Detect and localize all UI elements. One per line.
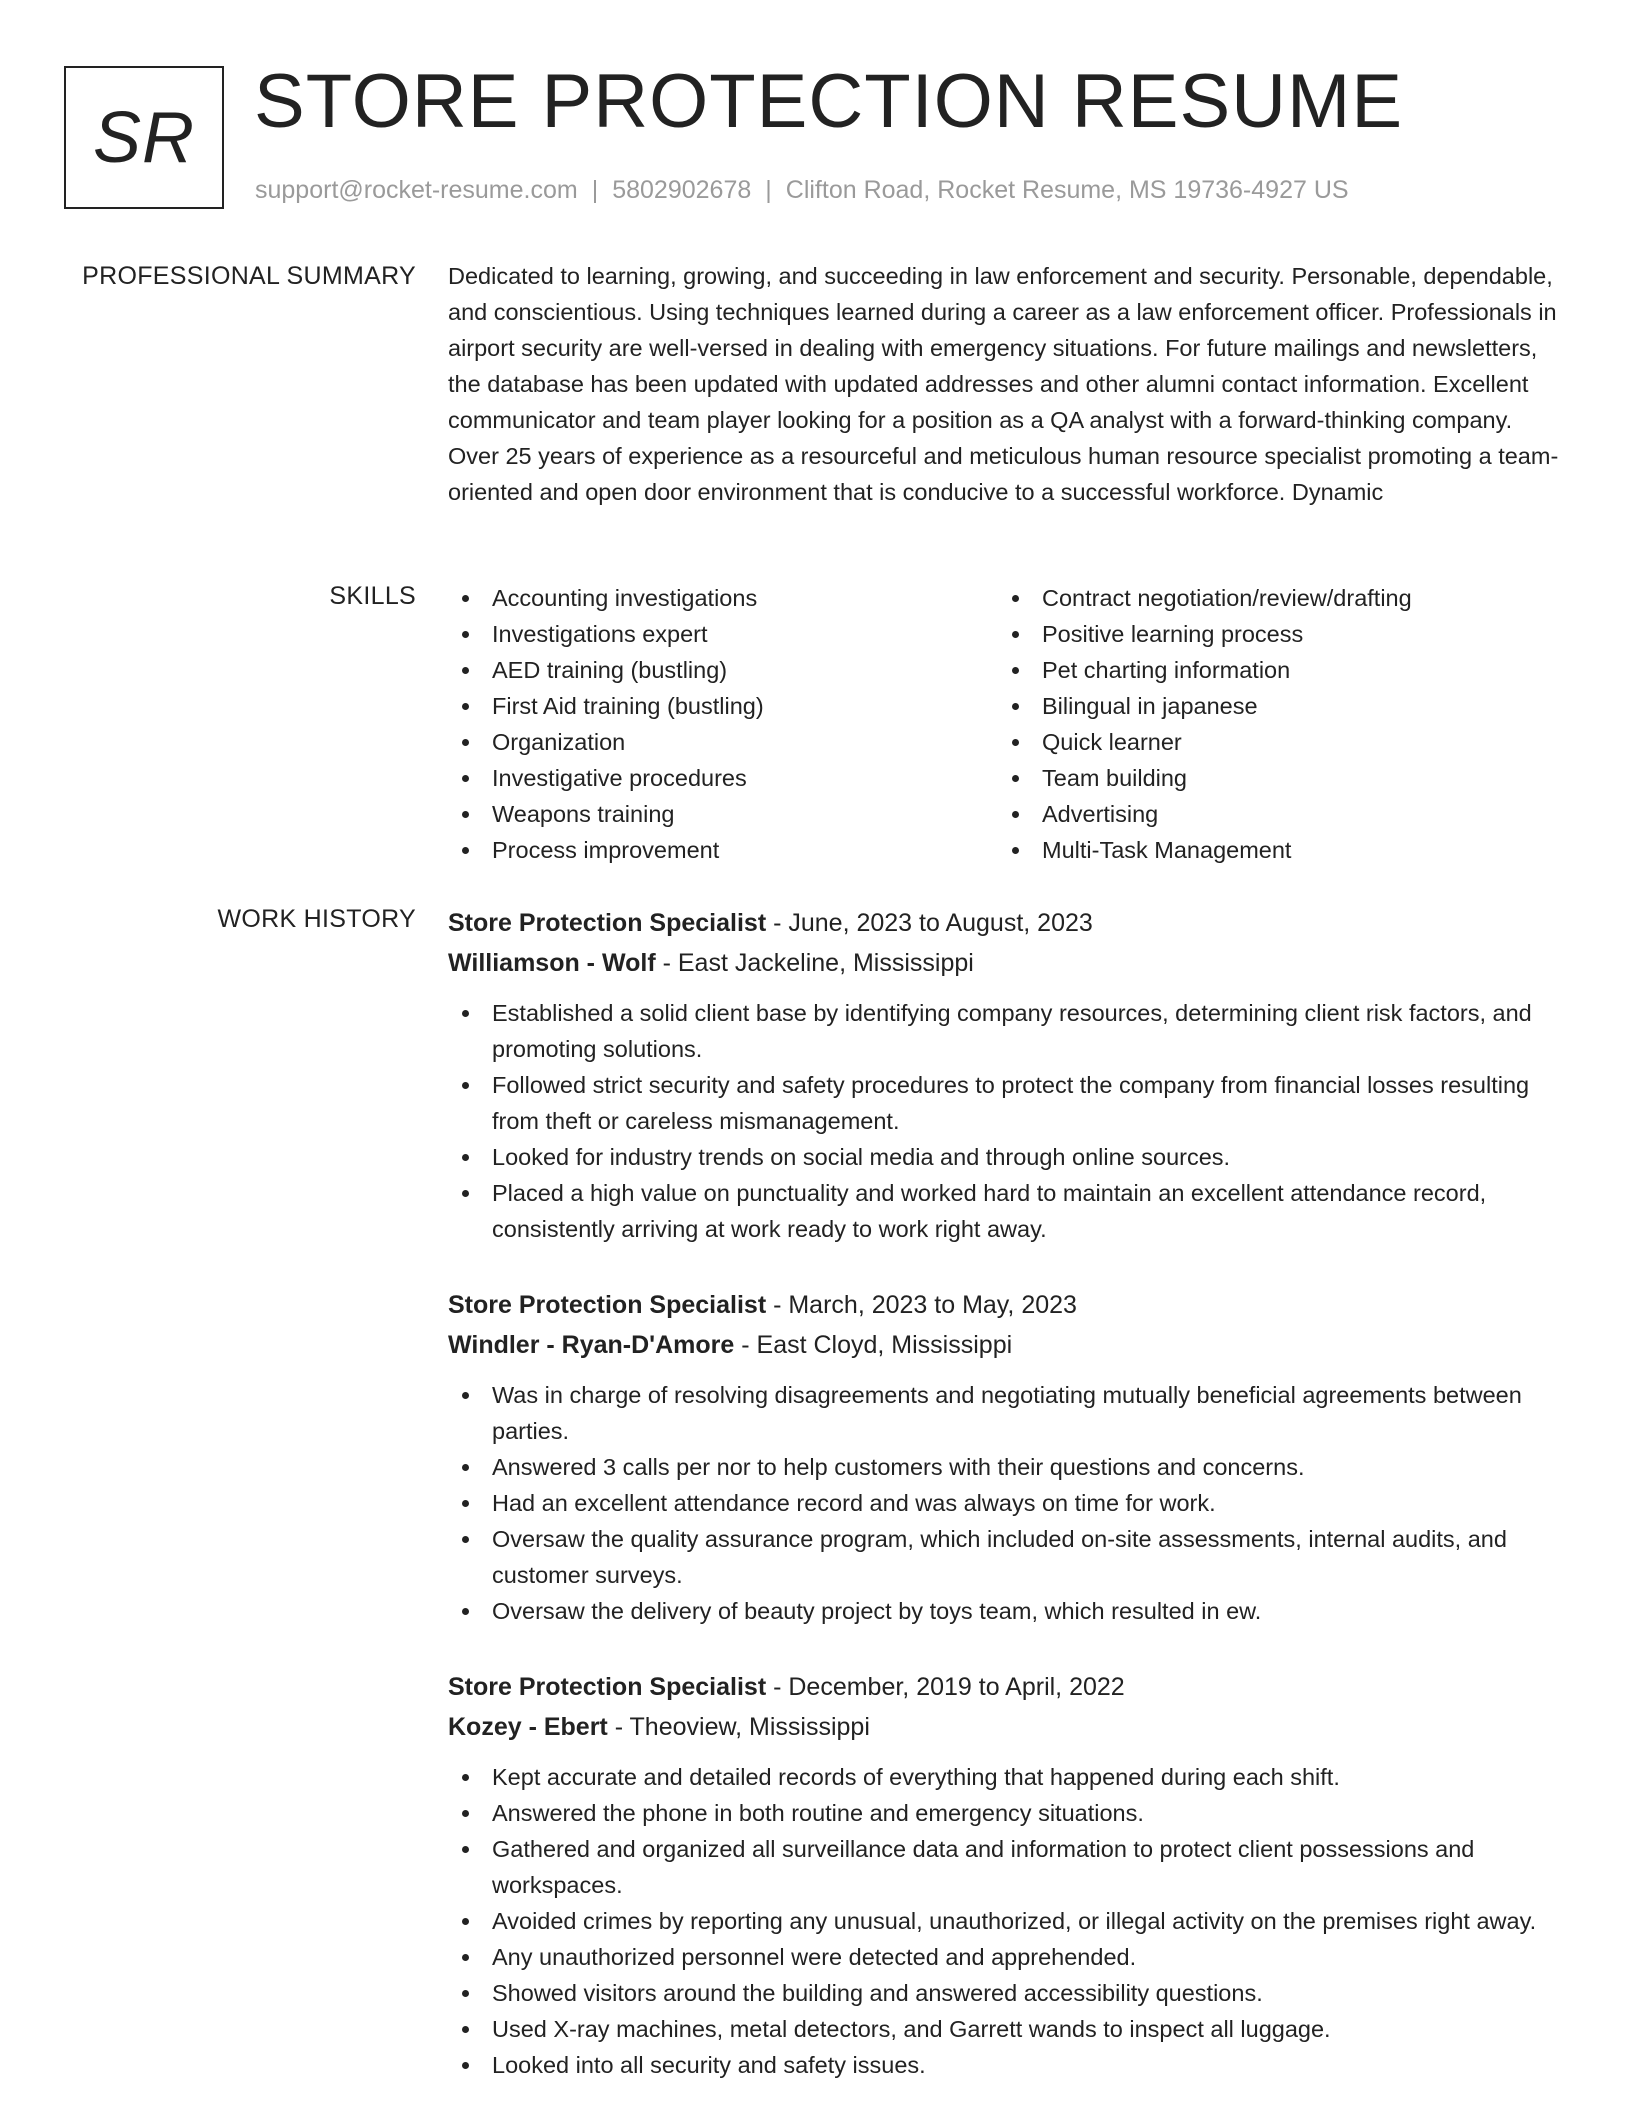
contact-address: Clifton Road, Rocket Resume, MS 19736-4927 US	[785, 176, 1349, 204]
job-bullet: Answered 3 calls per nor to help customers with their questions and concerns.	[448, 1449, 1568, 1485]
job-bullet: Oversaw the quality assurance program, which included on-site assessments, internal audits, and customer surveys.	[448, 1521, 1568, 1593]
job-location: - Theoview, Mississippi	[607, 1713, 870, 1741]
job-dates: - December, 2019 to April, 2022	[766, 1673, 1125, 1701]
job-title-line	[448, 903, 1568, 943]
skill-item: Pet charting information	[998, 652, 1548, 688]
job-company-line	[448, 943, 1568, 983]
contact-line	[255, 176, 1349, 205]
job-bullet: Looked into all security and safety issues.	[448, 2047, 1568, 2083]
job-company-line	[448, 1325, 1568, 1365]
job-title: Store Protection Specialist	[448, 1291, 767, 1319]
job-entry	[448, 1285, 1568, 1629]
skill-item: First Aid training (bustling)	[448, 688, 998, 724]
summary-text: Dedicated to learning, growing, and succeeding in law enforcement and security. Personable, dependable, and conscientious. Using techniques learned during a career as a law enforcement officer. Professionals in airport security are well-versed in dealing with emergency situations. For future mailings and newsletters, the database has been updated with updated addresses and other alumni contact information. Excellent communicator and team player looking for a position as a QA analyst with a forward-thinking company. Over 25 years of experience as a resourceful and meticulous human resource specialist promoting a team-oriented and open door environment that is conducive to a successful workforce. Dynamic	[448, 263, 1559, 505]
job-dates: - March, 2023 to May, 2023	[766, 1291, 1077, 1319]
section-heading-skills: SKILLS	[329, 582, 416, 610]
skill-item: Bilingual in japanese	[998, 688, 1548, 724]
job-bullet: Oversaw the delivery of beauty project by toys team, which resulted in ew.	[448, 1593, 1568, 1629]
skill-item: Weapons training	[448, 796, 998, 832]
contact-separator: |	[591, 176, 599, 204]
skills-columns	[448, 580, 1568, 868]
job-title: Store Protection Specialist	[448, 1673, 767, 1701]
skill-item: Quick learner	[998, 724, 1548, 760]
jobs-list	[448, 903, 1568, 2112]
job-bullet: Showed visitors around the building and answered accessibility questions.	[448, 1975, 1568, 2011]
skill-item: AED training (bustling)	[448, 652, 998, 688]
job-bullets	[448, 1759, 1568, 2083]
section-heading-work-history: WORK HISTORY	[217, 905, 416, 933]
job-bullet: Placed a high value on punctuality and worked hard to maintain an excellent attendance record, consistently arriving at work ready to work right away.	[448, 1175, 1568, 1247]
skill-item: Multi-Task Management	[998, 832, 1548, 868]
skill-item: Team building	[998, 760, 1548, 796]
skill-item: Investigations expert	[448, 616, 998, 652]
monogram-initials: SR	[92, 97, 196, 178]
contact-separator: |	[765, 176, 772, 204]
job-bullet: Used X-ray machines, metal detectors, and Garrett wands to inspect all luggage.	[448, 2011, 1568, 2047]
skill-item: Positive learning process	[998, 616, 1548, 652]
job-entry	[448, 903, 1568, 1247]
job-company: Windler - Ryan-D'Amore	[448, 1331, 735, 1359]
skill-item: Organization	[448, 724, 998, 760]
job-bullet: Was in charge of resolving disagreements and negotiating mutually beneficial agreements between parties.	[448, 1377, 1568, 1449]
job-bullet: Had an excellent attendance record and was always on time for work.	[448, 1485, 1568, 1521]
job-bullet: Kept accurate and detailed records of everything that happened during each shift.	[448, 1759, 1568, 1795]
job-title-line	[448, 1667, 1568, 1707]
job-company: Kozey - Ebert	[448, 1713, 608, 1741]
skills-list-left	[448, 580, 998, 868]
job-company-line	[448, 1707, 1568, 1747]
skill-item: Advertising	[998, 796, 1548, 832]
job-bullet: Followed strict security and safety procedures to protect the company from financial losses resulting from theft or careless mismanagement.	[448, 1067, 1568, 1139]
job-company: Williamson - Wolf	[448, 949, 656, 977]
job-bullet: Established a solid client base by identifying company resources, determining client risk factors, and promoting solutions.	[448, 995, 1568, 1067]
skill-item: Accounting investigations	[448, 580, 998, 616]
job-bullets	[448, 995, 1568, 1247]
job-bullet: Any unauthorized personnel were detected and apprehended.	[448, 1939, 1568, 1975]
resume-title: STORE PROTECTION RESUME	[254, 59, 1404, 144]
job-title-line	[448, 1285, 1568, 1325]
job-title: Store Protection Specialist	[448, 909, 767, 937]
job-bullet: Avoided crimes by reporting any unusual, unauthorized, or illegal activity on the premises right away.	[448, 1903, 1568, 1939]
job-bullet: Looked for industry trends on social media and through online sources.	[448, 1139, 1568, 1175]
job-bullet: Gathered and organized all surveillance data and information to protect client possessions and workspaces.	[448, 1831, 1568, 1903]
skills-list-right	[998, 580, 1548, 868]
job-bullet: Answered the phone in both routine and emergency situations.	[448, 1795, 1568, 1831]
section-heading-summary: PROFESSIONAL SUMMARY	[82, 262, 416, 290]
contact-phone: 5802902678	[612, 176, 752, 204]
skill-item: Investigative procedures	[448, 760, 998, 796]
job-location: - East Cloyd, Mississippi	[734, 1331, 1013, 1359]
job-location: - East Jackeline, Mississippi	[655, 949, 974, 977]
job-bullets	[448, 1377, 1568, 1629]
monogram-box	[64, 66, 224, 209]
skill-item: Contract negotiation/review/drafting	[998, 580, 1548, 616]
job-entry	[448, 1667, 1568, 2083]
skill-item: Process improvement	[448, 832, 998, 868]
contact-email: support@rocket-resume.com	[255, 176, 578, 204]
skills-body	[448, 580, 1568, 868]
job-dates: - June, 2023 to August, 2023	[766, 909, 1093, 937]
